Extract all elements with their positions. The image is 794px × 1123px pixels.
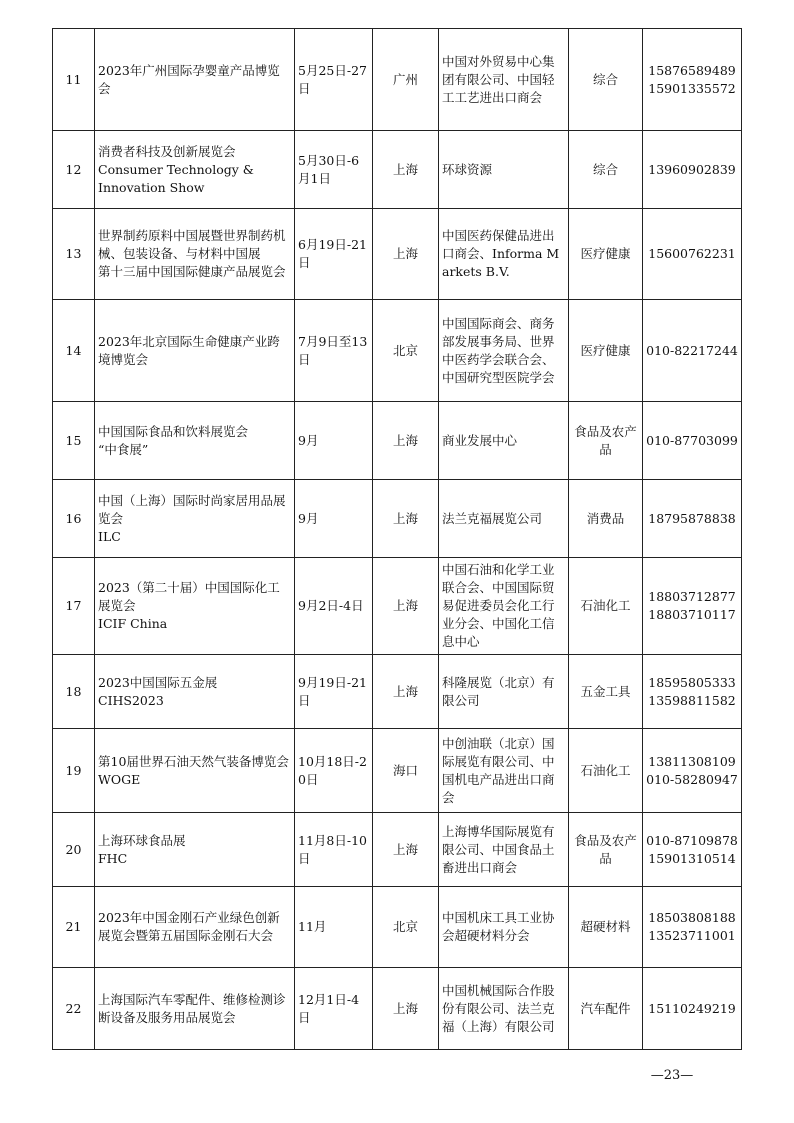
organizer-cell-line: 科隆展览（北京）有限公司 bbox=[442, 674, 555, 708]
organizer-cell bbox=[439, 402, 569, 480]
row-number-cell: 18 bbox=[53, 655, 95, 729]
city-cell: 上海 bbox=[373, 209, 439, 300]
exhibition-name-cell bbox=[95, 209, 295, 300]
contact-phone-cell-line: 15600762231 bbox=[648, 246, 736, 261]
row-number-cell: 11 bbox=[53, 29, 95, 131]
contact-phone-cell bbox=[643, 729, 742, 813]
table-row bbox=[53, 209, 742, 300]
city-cell: 北京 bbox=[373, 300, 439, 402]
contact-phone-cell bbox=[643, 131, 742, 209]
organizer-cell-line: 中国机械国际合作股份有限公司、法兰克福（上海）有限公司 bbox=[442, 982, 555, 1034]
date-cell-line: 5月30日-6月1日 bbox=[298, 152, 360, 186]
exhibition-name-cell bbox=[95, 402, 295, 480]
contact-phone-cell-line: 15876589489 bbox=[648, 62, 736, 78]
date-cell bbox=[295, 300, 373, 402]
exhibition-name-cell-line: 2023年北京国际生命健康产业跨境博览会 bbox=[98, 333, 280, 367]
row-number-cell: 16 bbox=[53, 480, 95, 558]
row-number-cell: 14 bbox=[53, 300, 95, 402]
city-cell: 上海 bbox=[373, 813, 439, 887]
organizer-cell bbox=[439, 29, 569, 131]
exhibition-name-cell bbox=[95, 300, 295, 402]
row-number-cell: 21 bbox=[53, 887, 95, 968]
row-number-cell: 15 bbox=[53, 402, 95, 480]
exhibition-name-cell bbox=[95, 813, 295, 887]
date-cell bbox=[295, 729, 373, 813]
date-cell-line: 9月 bbox=[298, 510, 319, 526]
page-number-text: —23— bbox=[650, 1068, 694, 1083]
contact-phone-cell-line: 18803712877 bbox=[648, 589, 736, 604]
date-cell-line: 11月 bbox=[298, 919, 327, 934]
contact-phone-cell bbox=[643, 813, 742, 887]
exhibition-name-cell bbox=[95, 480, 295, 558]
category-cell: 石油化工 bbox=[569, 729, 643, 813]
date-cell bbox=[295, 558, 373, 655]
organizer-cell-line: 环球资源 bbox=[442, 161, 493, 177]
table-row bbox=[53, 655, 742, 729]
contact-phone-cell-line: 010-87703099 bbox=[646, 432, 738, 448]
city-cell: 上海 bbox=[373, 402, 439, 480]
contact-phone-cell bbox=[643, 300, 742, 402]
exhibition-name-cell-line: 消费者科技及创新展览会 bbox=[98, 143, 236, 159]
table-row bbox=[53, 968, 742, 1050]
date-cell-line: 6月19日-21日 bbox=[298, 237, 367, 270]
exhibition-name-cell bbox=[95, 131, 295, 209]
row-number-cell: 12 bbox=[53, 131, 95, 209]
row-number-cell: 19 bbox=[53, 729, 95, 813]
date-cell bbox=[295, 402, 373, 480]
date-cell bbox=[295, 813, 373, 887]
contact-phone-cell-line: 13523711001 bbox=[648, 928, 736, 943]
contact-phone-cell bbox=[643, 209, 742, 300]
organizer-cell-line: 中国对外贸易中心集团有限公司、中国轻工工艺进出口商会 bbox=[442, 53, 555, 105]
exhibition-name-cell bbox=[95, 729, 295, 813]
organizer-cell-line: 中国石油和化学工业联合会、中国国际贸易促进委员会化工行业分会、中国化工信息中心 bbox=[442, 562, 555, 649]
date-cell-line: 5月25日-27日 bbox=[298, 62, 367, 96]
contact-phone-cell-line: 13598811582 bbox=[648, 692, 736, 708]
exhibition-name-cell bbox=[95, 29, 295, 131]
exhibition-table bbox=[52, 28, 742, 1050]
organizer-cell bbox=[439, 968, 569, 1050]
page-number bbox=[0, 1068, 794, 1083]
contact-phone-cell-line: 010-82217244 bbox=[646, 342, 738, 358]
exhibition-name-cell bbox=[95, 968, 295, 1050]
contact-phone-cell bbox=[643, 29, 742, 131]
exhibition-name-cell-line: CIHS2023 bbox=[98, 692, 164, 708]
contact-phone-cell-line: 18503808188 bbox=[648, 910, 736, 925]
exhibition-name-cell-line: 第10届世界石油天然气装备博览会 WOGE bbox=[98, 753, 289, 787]
category-cell: 医疗健康 bbox=[569, 209, 643, 300]
date-cell bbox=[295, 29, 373, 131]
category-cell: 汽车配件 bbox=[569, 968, 643, 1050]
contact-phone-cell-line: 15110249219 bbox=[648, 1000, 736, 1016]
contact-phone-cell bbox=[643, 968, 742, 1050]
table-row bbox=[53, 813, 742, 887]
exhibition-name-cell-line: 2023年广州国际孕婴童产品博览会 bbox=[98, 62, 280, 96]
date-cell bbox=[295, 887, 373, 968]
organizer-cell bbox=[439, 558, 569, 655]
exhibition-name-cell-line: Innovation Show bbox=[98, 179, 205, 195]
date-cell bbox=[295, 655, 373, 729]
exhibition-name-cell-line: 世界制药原料中国展暨世界制药机械、包装设备、与材料中国展 bbox=[98, 228, 286, 261]
organizer-cell-line: 商业发展中心 bbox=[442, 432, 518, 448]
organizer-cell bbox=[439, 813, 569, 887]
organizer-cell bbox=[439, 131, 569, 209]
city-cell: 广州 bbox=[373, 29, 439, 131]
date-cell bbox=[295, 968, 373, 1050]
city-cell: 海口 bbox=[373, 729, 439, 813]
category-cell: 五金工具 bbox=[569, 655, 643, 729]
row-number-cell: 13 bbox=[53, 209, 95, 300]
exhibition-name-cell-line: Consumer Technology & bbox=[98, 161, 254, 177]
exhibition-name-cell-line: 中国国际食品和饮料展览会 bbox=[98, 423, 249, 439]
row-number-cell: 22 bbox=[53, 968, 95, 1050]
category-cell: 超硬材料 bbox=[569, 887, 643, 968]
exhibition-name-cell bbox=[95, 655, 295, 729]
table-row bbox=[53, 729, 742, 813]
table-row bbox=[53, 131, 742, 209]
date-cell-line: 9月19日-21日 bbox=[298, 674, 367, 708]
contact-phone-cell-line: 18803710117 bbox=[648, 607, 736, 622]
contact-phone-cell-line: 13960902839 bbox=[648, 161, 736, 177]
organizer-cell-line: 中国医药保健品进出口商会、Informa Markets B.V. bbox=[442, 228, 560, 279]
exhibition-name-cell-line: 中国（上海）国际时尚家居用品展览会 bbox=[98, 492, 286, 526]
contact-phone-cell-line: 13811308109 bbox=[648, 753, 736, 769]
date-cell-line: 12月1日-4日 bbox=[298, 991, 360, 1025]
contact-phone-cell bbox=[643, 655, 742, 729]
table-row bbox=[53, 558, 742, 655]
date-cell-line: 9月 bbox=[298, 432, 319, 448]
exhibition-name-cell-line: ICIF China bbox=[98, 616, 168, 631]
category-cell: 综合 bbox=[569, 29, 643, 131]
contact-phone-cell bbox=[643, 480, 742, 558]
city-cell: 上海 bbox=[373, 655, 439, 729]
table-row bbox=[53, 887, 742, 968]
date-cell-line: 9月2日-4日 bbox=[298, 598, 364, 613]
date-cell bbox=[295, 131, 373, 209]
organizer-cell-line: 中国机床工具工业协会超硬材料分会 bbox=[442, 910, 555, 943]
exhibition-name-cell-line: 第十三届中国国际健康产品展览会 bbox=[98, 264, 286, 279]
organizer-cell bbox=[439, 209, 569, 300]
organizer-cell bbox=[439, 729, 569, 813]
category-cell: 综合 bbox=[569, 131, 643, 209]
exhibition-name-cell-line: 上海环球食品展 bbox=[98, 832, 186, 848]
exhibition-name-cell-line: “中食展” bbox=[98, 441, 149, 457]
city-cell: 上海 bbox=[373, 558, 439, 655]
contact-phone-cell-line: 010-87109878 bbox=[646, 832, 738, 848]
category-cell: 消费品 bbox=[569, 480, 643, 558]
organizer-cell bbox=[439, 300, 569, 402]
row-number-cell: 20 bbox=[53, 813, 95, 887]
exhibition-name-cell-line: 2023年中国金刚石产业绿色创新展览会暨第五届国际金刚石大会 bbox=[98, 910, 280, 943]
category-cell: 食品及农产品 bbox=[569, 813, 643, 887]
exhibition-name-cell bbox=[95, 887, 295, 968]
organizer-cell bbox=[439, 887, 569, 968]
contact-phone-cell-line: 010-58280947 bbox=[646, 771, 738, 787]
table-row bbox=[53, 300, 742, 402]
table-row bbox=[53, 29, 742, 131]
exhibition-name-cell bbox=[95, 558, 295, 655]
contact-phone-cell bbox=[643, 558, 742, 655]
organizer-cell-line: 上海博华国际展览有限公司、中国食品土畜进出口商会 bbox=[442, 823, 555, 875]
table-row bbox=[53, 480, 742, 558]
date-cell bbox=[295, 480, 373, 558]
city-cell: 北京 bbox=[373, 887, 439, 968]
date-cell-line: 11月8日-10日 bbox=[298, 832, 367, 866]
contact-phone-cell bbox=[643, 887, 742, 968]
contact-phone-cell-line: 15901335572 bbox=[648, 80, 736, 96]
exhibition-name-cell-line: ILC bbox=[98, 528, 121, 544]
table-body bbox=[53, 29, 742, 1050]
contact-phone-cell-line: 18795878838 bbox=[648, 510, 736, 526]
date-cell bbox=[295, 209, 373, 300]
city-cell: 上海 bbox=[373, 480, 439, 558]
table-row bbox=[53, 402, 742, 480]
city-cell: 上海 bbox=[373, 968, 439, 1050]
exhibition-name-cell-line: FHC bbox=[98, 850, 128, 866]
contact-phone-cell-line: 18595805333 bbox=[648, 674, 736, 690]
date-cell-line: 7月9日至13日 bbox=[298, 333, 368, 367]
category-cell: 食品及农产品 bbox=[569, 402, 643, 480]
city-cell: 上海 bbox=[373, 131, 439, 209]
category-cell: 石油化工 bbox=[569, 558, 643, 655]
organizer-cell-line: 法兰克福展览公司 bbox=[442, 510, 543, 526]
exhibition-name-cell-line: 上海国际汽车零配件、维修检测诊断设备及服务用品展览会 bbox=[98, 991, 286, 1025]
organizer-cell bbox=[439, 480, 569, 558]
contact-phone-cell-line: 15901310514 bbox=[648, 850, 736, 866]
contact-phone-cell bbox=[643, 402, 742, 480]
organizer-cell-line: 中国国际商会、商务部发展事务局、世界中医药学会联合会、中国研究型医院学会 bbox=[442, 315, 555, 385]
category-cell: 医疗健康 bbox=[569, 300, 643, 402]
row-number-cell: 17 bbox=[53, 558, 95, 655]
date-cell-line: 10月18日-20日 bbox=[298, 753, 367, 787]
organizer-cell bbox=[439, 655, 569, 729]
exhibition-name-cell-line: 2023中国国际五金展 bbox=[98, 674, 218, 690]
exhibition-name-cell-line: 2023（第二十届）中国国际化工展览会 bbox=[98, 580, 280, 613]
organizer-cell-line: 中创油联（北京）国际展览有限公司、中国机电产品进出口商会 bbox=[442, 735, 555, 805]
